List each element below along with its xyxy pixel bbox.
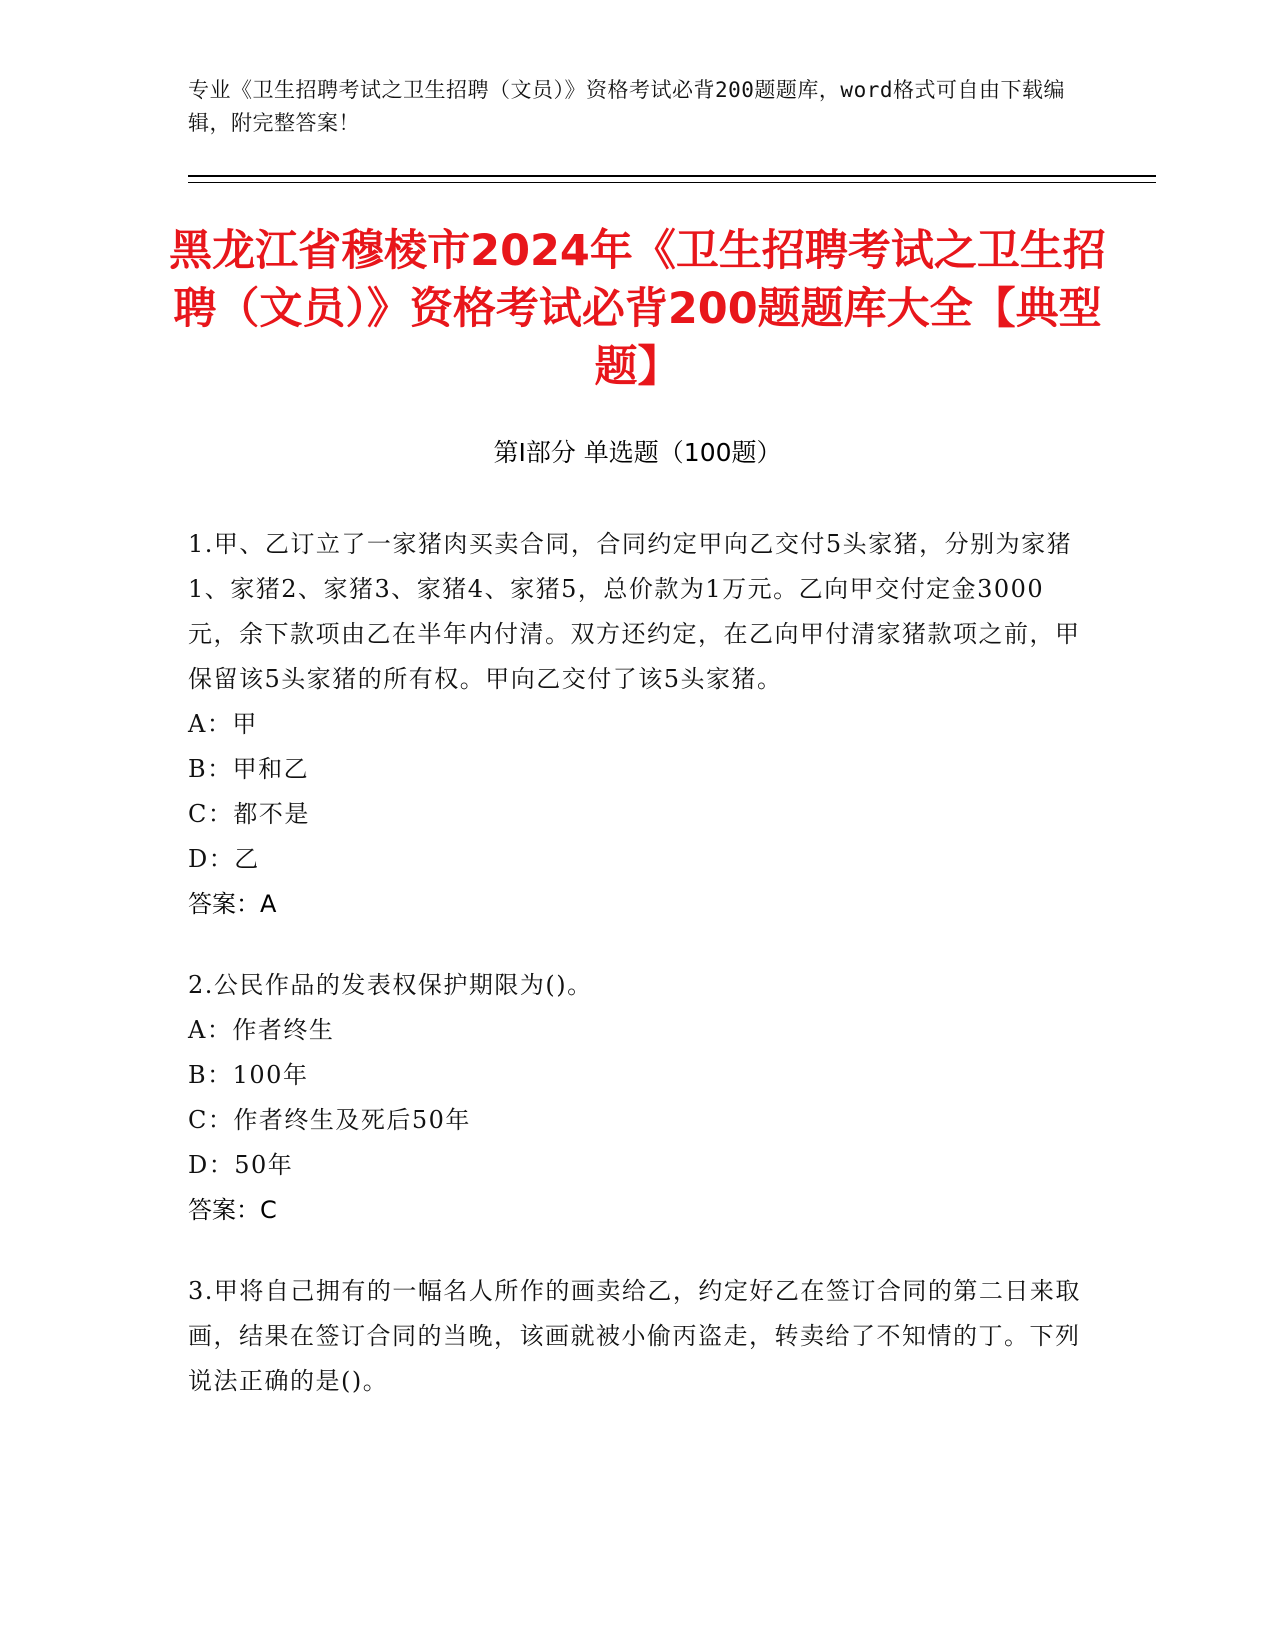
question-stem: 2.公民作品的发表权保护期限为()。 <box>188 971 593 999</box>
option-b: B：100年 <box>188 1061 309 1089</box>
question-stem: 3.甲将自己拥有的一幅名人所作的画卖给乙，约定好乙在签订合同的第二日来取画，结果在签订合同的当晚，该画就被小偷丙盗走，转卖给了不知情的丁。下列说法正确的是()。 <box>188 1277 1081 1395</box>
answer-line: 答案：C <box>188 1196 277 1224</box>
section-title: 第Ⅰ部分 单选题（100题） <box>493 438 782 467</box>
option-d: D：乙 <box>188 845 260 873</box>
question-stem: 1.甲、乙订立了一家猪肉买卖合同，合同约定甲向乙交付5头家猪，分别为家猪1、家猪2、家猪3、家猪4、家猪5，总价款为1万元。乙向甲交付定金3000元，余下款项由乙在半年内付清。双方还约定，在乙向甲付清家猪款项之前，甲保留该5头家猪的所有权。甲向乙交付了该5头家猪。 <box>188 530 1081 693</box>
option-c: C：都不是 <box>188 800 310 828</box>
option-b: B：甲和乙 <box>188 755 310 783</box>
option-a: A：作者终生 <box>188 1016 335 1044</box>
header-divider-thick <box>188 175 1156 177</box>
question-list <box>188 522 1088 1440</box>
option-a: A：甲 <box>188 710 258 738</box>
answer-line: 答案：A <box>188 890 277 918</box>
header-note: 专业《卫生招聘考试之卫生招聘（文员）》资格考试必背200题题库，word格式可自由下载编辑，附完整答案！ <box>188 78 1065 135</box>
header-divider-thin <box>188 182 1156 183</box>
option-d: D：50年 <box>188 1151 294 1179</box>
option-c: C：作者终生及死后50年 <box>188 1106 471 1134</box>
question-item <box>188 963 1088 1233</box>
document-title: 黑龙江省穆棱市2024年《卫生招聘考试之卫生招聘（文员）》资格考试必背200题题库大全【典型题】 <box>169 226 1106 392</box>
question-item <box>188 1269 1088 1404</box>
question-item <box>188 522 1088 927</box>
